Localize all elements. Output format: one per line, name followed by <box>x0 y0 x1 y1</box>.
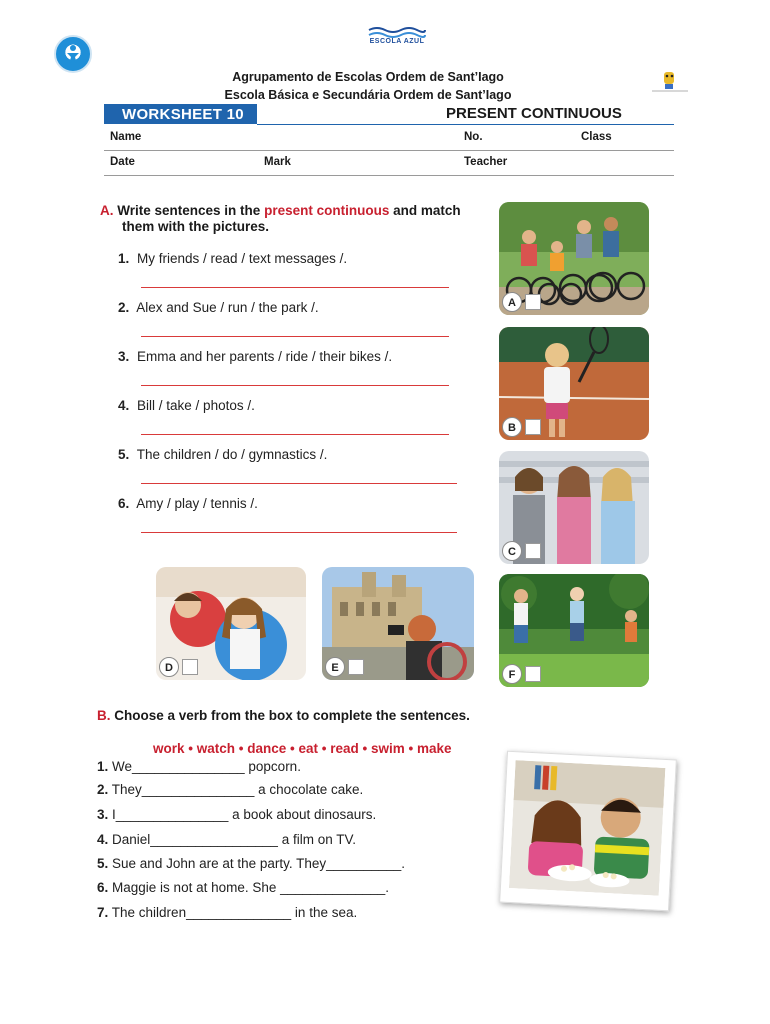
answer-line[interactable] <box>141 385 449 386</box>
exercise-a-item: 6. Amy / play / tennis /. <box>118 496 258 511</box>
picture-b-answer-box[interactable] <box>525 419 541 435</box>
logo-text: ESCOLA AZUL <box>369 38 425 45</box>
section-b-instruction: B. Choose a verb from the box to complete the sentences. <box>97 708 470 723</box>
picture-d-gymnastics <box>156 567 306 680</box>
exercise-a-item: 5. The children / do / gymnastics /. <box>118 447 328 462</box>
exercise-b-item: 5. Sue and John are at the party. They__________. <box>97 856 406 871</box>
picture-f-label: F <box>502 664 522 684</box>
exercise-a-item: 4. Bill / take / photos /. <box>118 398 255 413</box>
escola-azul-logo <box>362 26 432 58</box>
answer-line[interactable] <box>141 287 449 288</box>
worksheet-label: WORKSHEET 10 <box>104 104 257 124</box>
exercise-b-item: 6. Maggie is not at home. She ______________. <box>97 880 389 895</box>
header-rule <box>257 124 674 125</box>
exercise-b-item: 2. They_______________ a chocolate cake. <box>97 782 364 797</box>
picture-b-tennis <box>499 327 649 440</box>
picture-c-answer-box[interactable] <box>525 543 541 559</box>
mascot-icon <box>652 70 688 92</box>
exercise-a-item: 3. Emma and her parents / ride / their bikes /. <box>118 349 393 364</box>
answer-line[interactable] <box>141 483 457 484</box>
answer-line[interactable] <box>141 336 449 337</box>
picture-f-running-park <box>499 574 649 687</box>
school-name-line2: Escola Básica e Secundária Ordem de Sant’Iago <box>224 88 512 102</box>
picture-c-label: C <box>502 541 522 561</box>
exercise-b-item: 3. I_______________ a book about dinosaurs. <box>97 807 377 822</box>
picture-kids-popcorn <box>499 751 677 912</box>
picture-d-answer-box[interactable] <box>182 659 198 675</box>
exercise-b-item: 1. We_______________ popcorn. <box>97 759 301 774</box>
name-field-label: Name <box>110 131 142 143</box>
school-emblem-icon <box>54 35 92 73</box>
picture-a-label: A <box>502 292 522 312</box>
picture-a-family-bikes <box>499 202 649 315</box>
exercise-b-item: 4. Daniel_________________ a film on TV. <box>97 832 356 847</box>
picture-b-label: B <box>502 417 522 437</box>
school-name-line1: Agrupamento de Escolas Ordem de Sant’Iago <box>232 70 504 84</box>
picture-f-answer-box[interactable] <box>525 666 541 682</box>
number-field-label: No. <box>464 131 483 143</box>
worksheet-topic: PRESENT CONTINUOUS <box>446 105 622 122</box>
exercise-a-item: 1. My friends / read / text messages /. <box>118 251 348 266</box>
class-field-label: Class <box>581 131 612 143</box>
picture-e-taking-photos <box>322 567 474 680</box>
picture-e-answer-box[interactable] <box>348 659 364 675</box>
exercise-b-item: 7. The children______________ in the sea. <box>97 905 358 920</box>
verb-box: work • watch • dance • eat • read • swim • make <box>153 741 452 756</box>
picture-a-answer-box[interactable] <box>525 294 541 310</box>
field-divider <box>104 175 674 176</box>
answer-line[interactable] <box>141 434 449 435</box>
field-divider <box>104 150 674 151</box>
mark-field-label: Mark <box>264 156 291 168</box>
picture-c-girls-phones <box>499 451 649 564</box>
picture-e-label: E <box>325 657 345 677</box>
section-a-instruction: A. Write sentences in the present continuous and match them with the pictures. <box>100 203 461 234</box>
exercise-a-item: 2. Alex and Sue / run / the park /. <box>118 300 319 315</box>
answer-line[interactable] <box>141 532 457 533</box>
picture-d-label: D <box>159 657 179 677</box>
date-field-label: Date <box>110 156 135 168</box>
teacher-field-label: Teacher <box>464 156 508 168</box>
